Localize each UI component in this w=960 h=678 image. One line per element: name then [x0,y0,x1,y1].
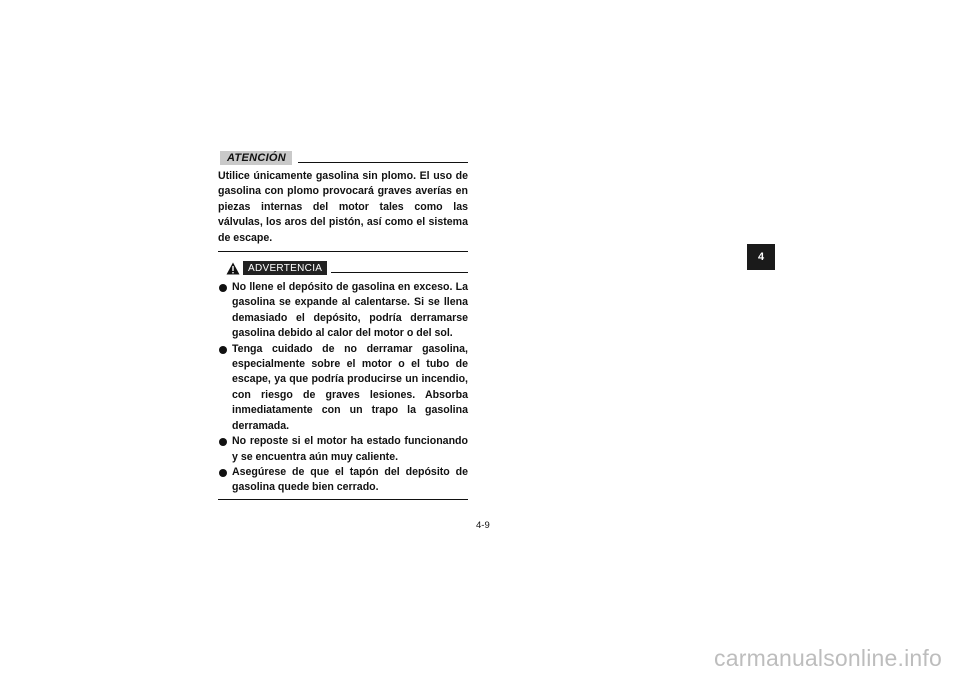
warning-item: Asegúrese de que el tapón del depósito de gasolina quede bien cerrado. [218,465,468,496]
bullet-icon [219,469,227,477]
caution-divider [218,251,468,252]
page-content [218,150,468,500]
watermark: carmanualsonline.info [714,645,942,671]
warning-end-divider [218,499,468,500]
warning-header [218,260,468,276]
warning-item: No reposte si el motor ha estado funcionando y se encuentra aún muy caliente. [218,434,468,465]
bullet-icon [219,284,227,292]
warning-label: ADVERTENCIA [243,261,327,275]
warning-item: No llene el depósito de gasolina en exceso. La gasolina se expande al calentarse. Si se llena demasiado el depósito, podría derramarse gasolina debido al calor del motor o del sol. [218,280,468,342]
caution-header-line [298,162,468,163]
page-number: 4-9 [476,520,490,531]
warning-item: Tenga cuidado de no derramar gasolina, especialmente sobre el motor o el tubo de escape, ya que podría producirse un incendio, con riesgo de graves lesiones. Absorba inmediatamente con un trapo la gasolina derramada. [218,342,468,434]
caution-label: ATENCIÓN [220,151,292,165]
caution-text: Utilice únicamente gasolina sin plomo. El uso de gasolina con plomo provocará graves averías en piezas internas del motor tales como las válvulas, los aros del pistón, así como el sistema de escape. [218,170,468,244]
caution-header [218,150,468,166]
warning-header-line [331,272,468,273]
chapter-tab: 4 [747,244,775,270]
bullet-icon [219,346,227,354]
warning-triangle-icon [226,262,240,275]
warning-list [218,280,468,496]
bullet-icon [219,438,227,446]
